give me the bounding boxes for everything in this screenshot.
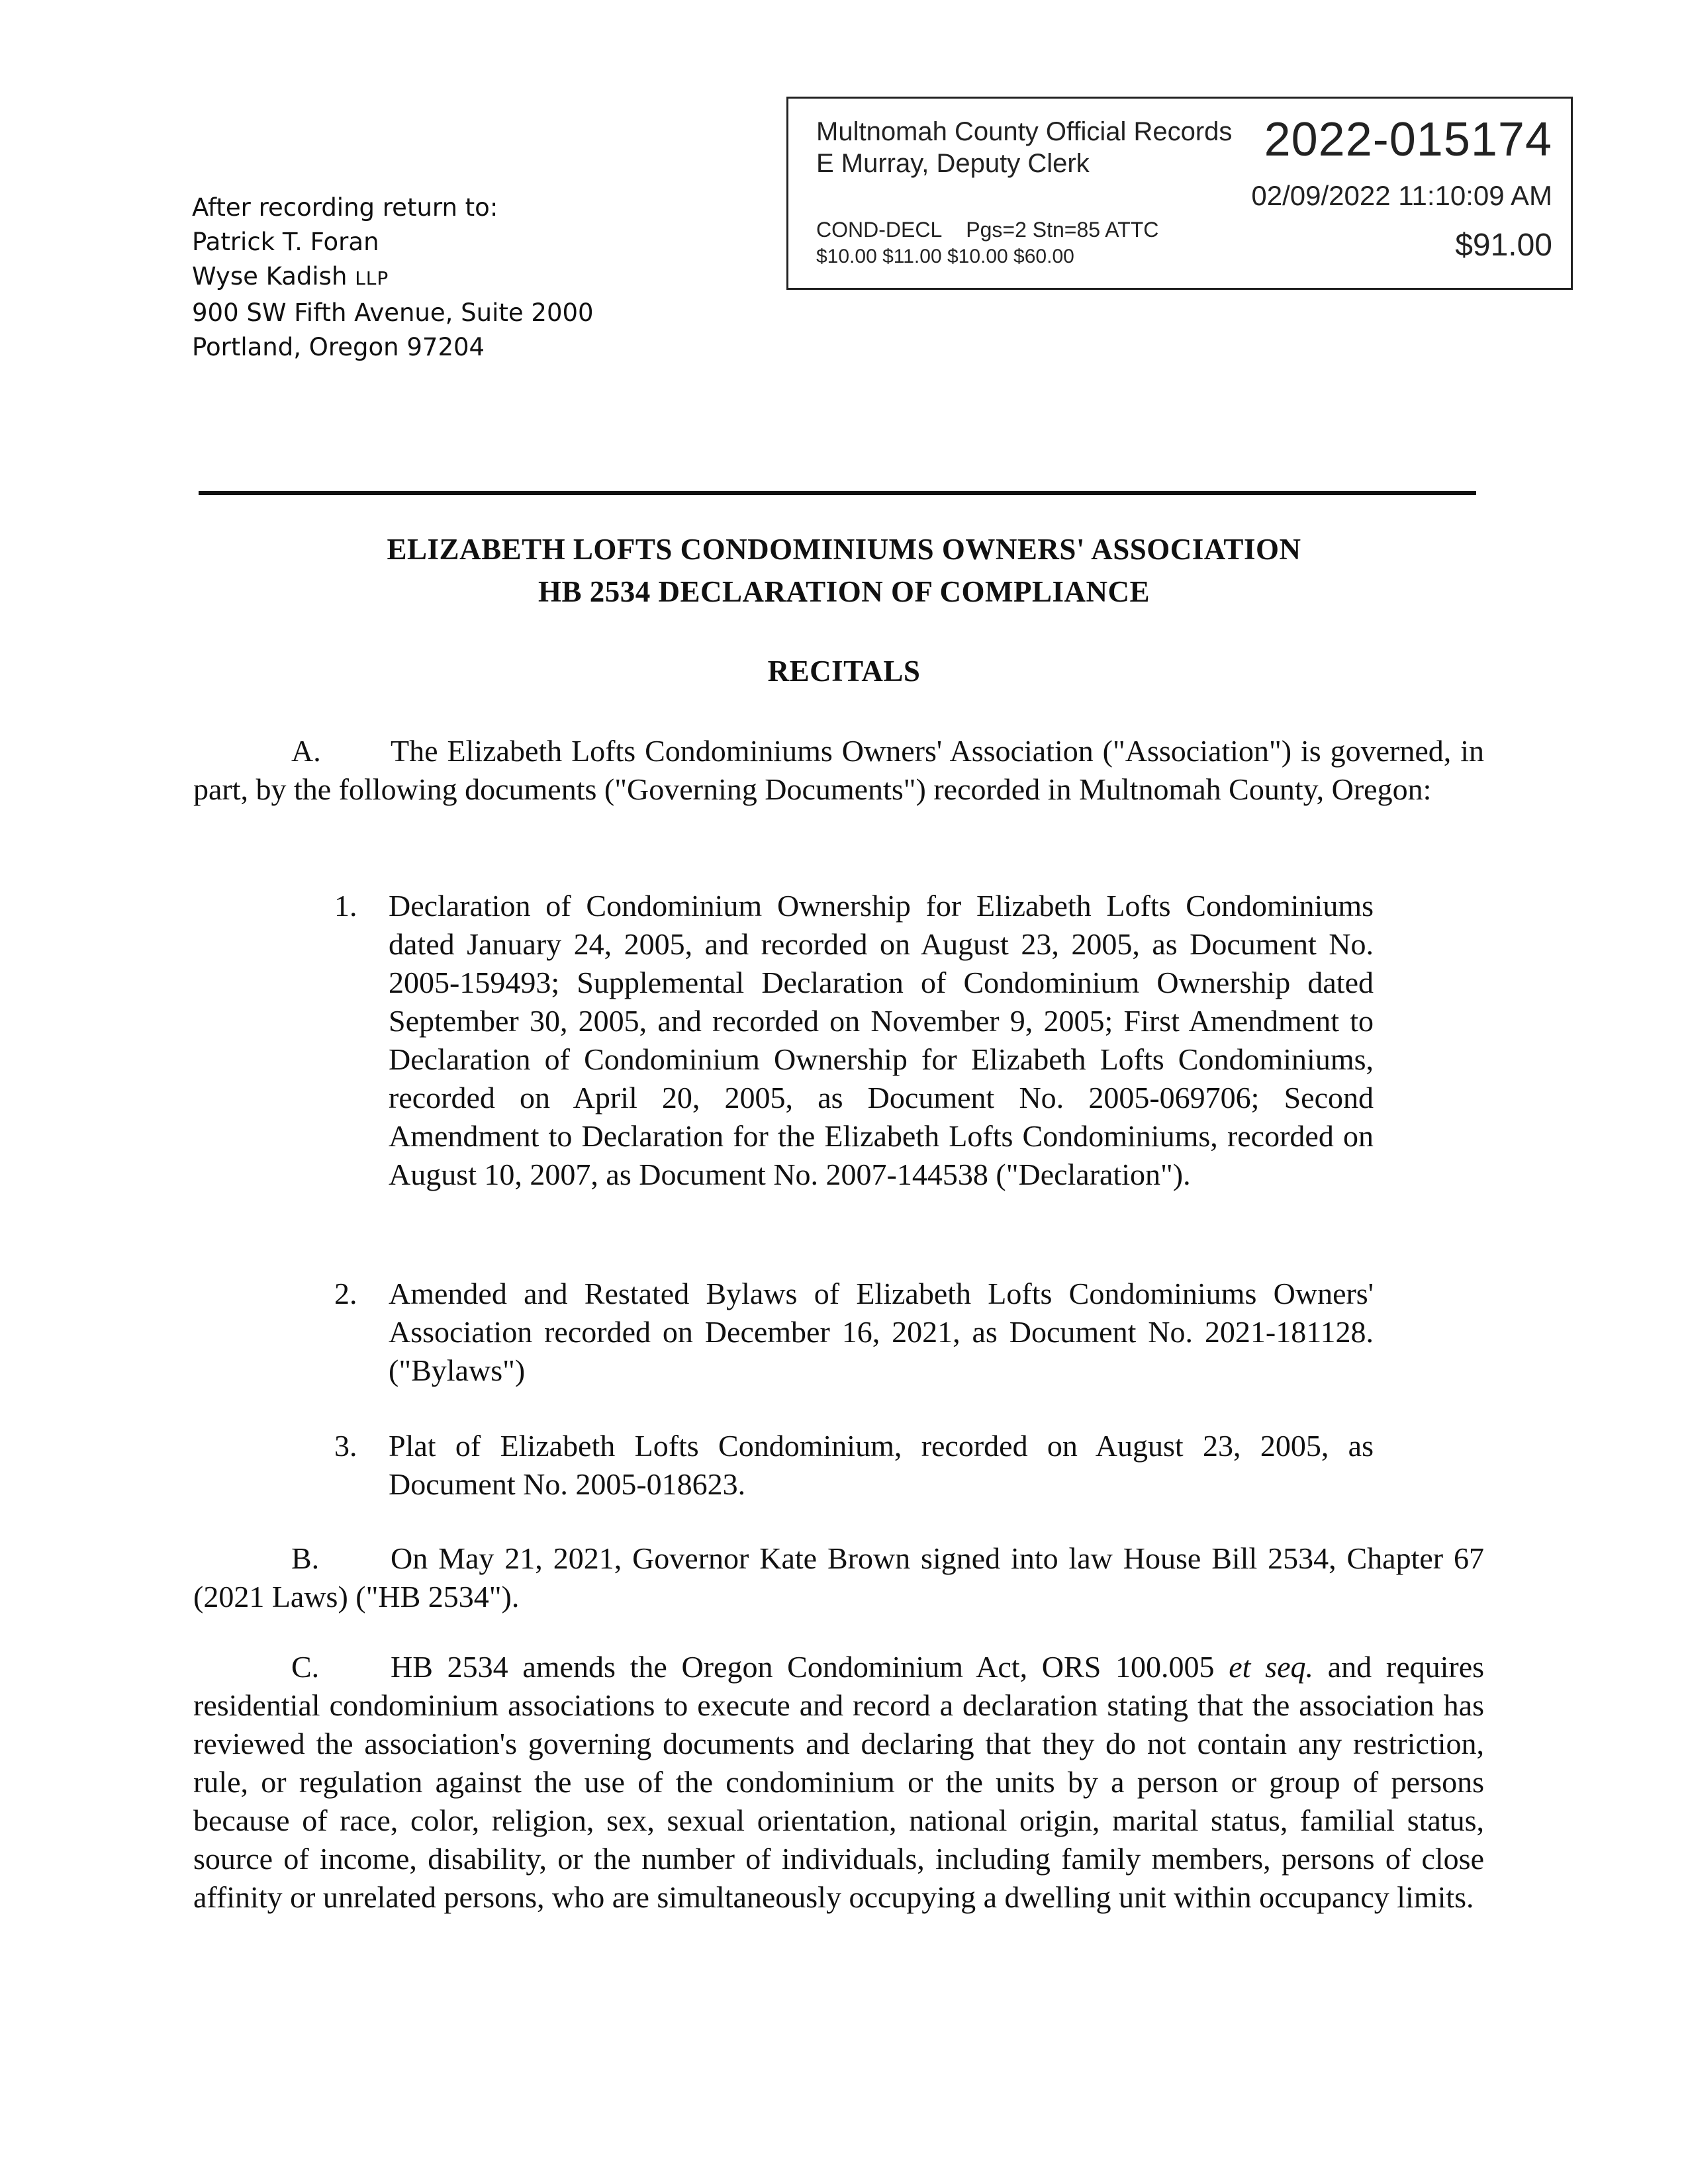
list-item (334, 1275, 1374, 1390)
recital-a (193, 732, 1484, 809)
return-firm (192, 259, 788, 296)
recitals-heading: RECITALS (767, 655, 921, 688)
recital-c (193, 1648, 1484, 1917)
list-item-number: 2. (334, 1277, 357, 1310)
recital-c-text-start: HB 2534 amends the Oregon Condominium Act, ORS 100.005 (391, 1650, 1215, 1684)
return-firm-name: Wyse Kadish (192, 262, 348, 291)
list-item (334, 887, 1374, 1194)
return-city: Portland, Oregon 97204 (192, 333, 485, 361)
recital-c-italic: et seq. (1229, 1650, 1313, 1684)
return-label: After recording return to: (192, 193, 498, 222)
list-item-text: Amended and Restated Bylaws of Elizabeth Lofts Condominiums Owners' Association recorded on December 16, 2021, as Document No. 2021-181128. ("Bylaws") (389, 1277, 1374, 1387)
return-name: Patrick T. Foran (192, 228, 379, 256)
deputy-clerk: E Murray, Deputy Clerk (816, 149, 1090, 178)
horizontal-divider (199, 491, 1476, 495)
recital-a-label: A. (291, 734, 321, 768)
list-item-text: Declaration of Condominium Ownership for Elizabeth Lofts Condominiums dated January 24, 2005, and recorded on August 23, 2005, as Document No. 2005-159493; Supplemental Declaration of Condominium Ownership dated September 30, 2005, and recorded on November 9, 2005; First Amendment to Declaration of Condominium Ownership for Elizabeth Lofts Condominiums, recorded on April 20, 2005, as Document No. 2005-069706; Second Amendment to Declaration for the Elizabeth Lofts Condominiums, recorded on August 10, 2007, as Document No. 2007-144538 ("Declaration"). (389, 889, 1374, 1191)
list-item-number: 3. (334, 1429, 357, 1463)
recording-timestamp: 02/09/2022 11:10:09 AM (1251, 180, 1552, 211)
document-number: 2022-015174 (1264, 113, 1552, 166)
document-title-line1: ELIZABETH LOFTS CONDOMINIUMS OWNERS' ASSOCIATION (387, 533, 1301, 566)
recital-b (193, 1539, 1484, 1616)
recital-c-label: C. (291, 1650, 320, 1684)
recital-b-text: On May 21, 2021, Governor Kate Brown signed into law House Bill 2534, Chapter 67 (2021 Laws) ("HB 2534"). (193, 1541, 1484, 1614)
return-firm-suffix: LLP (355, 267, 389, 289)
list-item-number: 1. (334, 889, 357, 923)
recording-stamp-box (786, 97, 1573, 290)
list-item-text: Plat of Elizabeth Lofts Condominium, recorded on August 23, 2005, as Document No. 2005-018623. (389, 1429, 1374, 1501)
return-street: 900 SW Fifth Avenue, Suite 2000 (192, 298, 594, 327)
recital-a-text: The Elizabeth Lofts Condominiums Owners' Association ("Association") is governed, in part, by the following documents ("Governing Documents") recorded in Multnomah County, Oregon: (193, 734, 1484, 806)
page-count: Pgs=2 Stn=85 ATTC (966, 218, 1159, 242)
document-title-line2: HB 2534 DECLARATION OF COMPLIANCE (538, 575, 1150, 608)
return-address-block (192, 191, 788, 365)
list-item (334, 1427, 1374, 1504)
fee-breakdown: $10.00 $11.00 $10.00 $60.00 (816, 246, 1074, 267)
records-office: Multnomah County Official Records (816, 117, 1233, 146)
recital-c-text-end: and requires residential condominium associations to execute and record a declaration stating that the association has reviewed the association's governing documents and declaring that they do not contain any restriction, rule, or regulation against the use of the condominium or the units by a person or group of persons because of race, color, religion, sex, sexual orientation, national origin, marital status, familial status, source of income, disability, or the number of individuals, including family members, persons of close affinity or unrelated persons, who are simultaneously occupying a dwelling unit within occupancy limits. (193, 1650, 1485, 1914)
document-type (816, 216, 1158, 243)
recital-b-label: B. (291, 1541, 320, 1575)
fee-total: $91.00 (1455, 228, 1552, 263)
type-code: COND-DECL (816, 218, 943, 242)
